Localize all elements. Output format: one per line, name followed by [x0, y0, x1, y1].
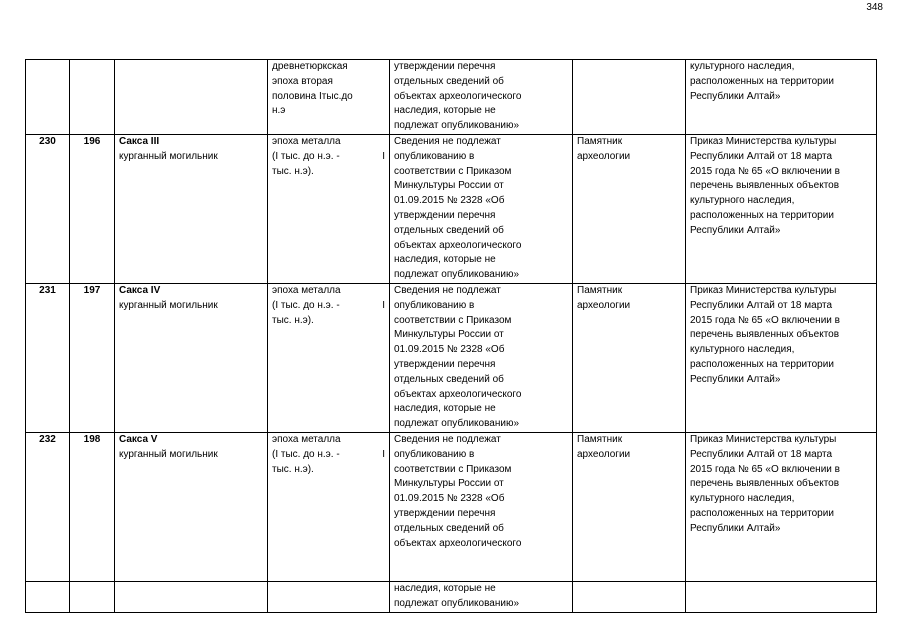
dating-line: (I тыс. до н.э. -: [272, 448, 340, 460]
info-line: отдельных сведений об: [394, 373, 504, 385]
dating-line: (I тыс. до н.э. -: [272, 150, 340, 162]
cell-name: [115, 283, 268, 432]
dating-line: тыс. н.э).: [272, 314, 314, 326]
info-line: наследия, которые не: [394, 105, 496, 117]
dating-line: эпоха металла: [272, 284, 341, 296]
dating-line-right: I: [382, 150, 385, 162]
info-line: соответствии с Приказом: [394, 165, 512, 177]
doc-line: культурного наследия,: [690, 344, 795, 356]
cell-dating: [268, 60, 390, 135]
cell-document: [686, 581, 877, 612]
object-type: курганный могильник: [119, 448, 218, 460]
info-line: Минкультуры России от: [394, 180, 504, 192]
object-name: Сакса III: [119, 135, 160, 147]
cell-document: [686, 283, 877, 432]
cell-row-number: [26, 581, 70, 612]
info-line: Сведения не подлежат: [394, 284, 501, 296]
info-line: утверждении перечня: [394, 209, 496, 221]
info-line: наследия, которые не: [394, 403, 496, 415]
info-line: утверждении перечня: [394, 507, 496, 519]
dating-line: древнетюркская: [272, 61, 348, 72]
info-line: подлежат опубликованию»: [394, 269, 520, 281]
doc-line: культурного наследия,: [690, 195, 795, 207]
cell-name: [115, 581, 268, 612]
object-type: курганный могильник: [119, 299, 218, 311]
info-line: утверждении перечня: [394, 358, 496, 370]
info-line: Минкультуры России от: [394, 478, 504, 490]
heritage-registry-table: [25, 59, 877, 613]
dating-line-right: I: [382, 448, 385, 460]
doc-line: 2015 года № 65 «О включении в: [690, 463, 840, 475]
dating-line: эпоха вторая: [272, 75, 333, 87]
cell-category: [573, 581, 686, 612]
table-row: [26, 283, 877, 432]
info-line: подлежат опубликованию»: [394, 418, 520, 430]
cell-name: [115, 134, 268, 283]
info-line: опубликованию в: [394, 299, 475, 311]
category-line: Памятник: [577, 284, 623, 296]
info-line: объектах археологического: [394, 239, 522, 251]
cell-info: [390, 60, 573, 135]
doc-line: расположенных на территории: [690, 358, 834, 370]
dating-line: н.э: [272, 105, 286, 117]
cell-row-number: 232: [26, 432, 70, 581]
cell-dating: [268, 432, 390, 581]
dating-line: эпоха металла: [272, 433, 341, 445]
page-number: 348: [866, 2, 883, 13]
doc-line: культурного наследия,: [690, 61, 795, 72]
info-line: объектах археологического: [394, 388, 522, 400]
category-line: археологии: [577, 448, 631, 460]
cell-reg-number: 196: [70, 134, 115, 283]
doc-line: Приказ Министерства культуры: [690, 433, 837, 445]
cell-dating: [268, 283, 390, 432]
dating-line-split: [272, 299, 385, 314]
info-line: соответствии с Приказом: [394, 314, 512, 326]
cell-row-number: 231: [26, 283, 70, 432]
cell-document: [686, 134, 877, 283]
info-line: наследия, которые не: [394, 254, 496, 266]
info-line: отдельных сведений об: [394, 224, 504, 236]
cell-reg-number: 198: [70, 432, 115, 581]
dating-line-split: [272, 150, 385, 165]
info-line: Сведения не подлежат: [394, 135, 501, 147]
info-line: отдельных сведений об: [394, 522, 504, 534]
cell-category: [573, 283, 686, 432]
cell-category: [573, 60, 686, 135]
table-row: [26, 432, 877, 581]
cell-row-number: 230: [26, 134, 70, 283]
doc-line: Республики Алтай»: [690, 224, 781, 236]
object-name: Сакса V: [119, 433, 158, 445]
cell-info: [390, 134, 573, 283]
cell-name: [115, 60, 268, 135]
info-line: утверждении перечня: [394, 61, 496, 72]
doc-line: расположенных на территории: [690, 209, 834, 221]
table-row-continuation-top: [26, 60, 877, 135]
doc-line: перечень выявленных объектов: [690, 478, 840, 490]
cell-reg-number: [70, 60, 115, 135]
category-line: археологии: [577, 299, 631, 311]
object-name: Сакса IV: [119, 284, 161, 296]
doc-line: 2015 года № 65 «О включении в: [690, 165, 840, 177]
info-line: отдельных сведений об: [394, 75, 504, 87]
info-line: опубликованию в: [394, 448, 475, 460]
cell-document: [686, 432, 877, 581]
doc-line: перечень выявленных объектов: [690, 180, 840, 192]
cell-dating: [268, 134, 390, 283]
info-line: 01.09.2015 № 2328 «Об: [394, 195, 505, 207]
info-line: 01.09.2015 № 2328 «Об: [394, 493, 505, 505]
cell-reg-number: [70, 581, 115, 612]
info-line: подлежат опубликованию»: [394, 597, 520, 609]
doc-line: культурного наследия,: [690, 493, 795, 505]
dating-line: половина Iтыс.до: [272, 90, 353, 102]
category-line: археологии: [577, 150, 631, 162]
info-line: объектах археологического: [394, 537, 522, 549]
cell-info: [390, 283, 573, 432]
doc-line: Республики Алтай от 18 марта: [690, 150, 833, 162]
dating-line: тыс. н.э).: [272, 463, 314, 475]
doc-line: расположенных на территории: [690, 75, 834, 87]
doc-line: Приказ Министерства культуры: [690, 284, 837, 296]
doc-line: Республики Алтай»: [690, 522, 781, 534]
object-type: курганный могильник: [119, 150, 218, 162]
cell-name: [115, 432, 268, 581]
doc-line: Приказ Министерства культуры: [690, 135, 837, 147]
info-line: 01.09.2015 № 2328 «Об: [394, 344, 505, 356]
info-line: объектах археологического: [394, 90, 522, 102]
cell-category: [573, 432, 686, 581]
info-line: Сведения не подлежат: [394, 433, 501, 445]
dating-line-split: [272, 448, 385, 463]
info-line: подлежат опубликованию»: [394, 120, 520, 132]
info-line: опубликованию в: [394, 150, 475, 162]
dating-line: (I тыс. до н.э. -: [272, 299, 340, 311]
table-row: [26, 134, 877, 283]
table-row-continuation-bottom: [26, 581, 877, 612]
cell-dating: [268, 581, 390, 612]
doc-line: Республики Алтай»: [690, 90, 781, 102]
dating-line-right: I: [382, 299, 385, 311]
cell-info: [390, 432, 573, 581]
cell-row-number: [26, 60, 70, 135]
dating-line: тыс. н.э).: [272, 165, 314, 177]
info-line: Минкультуры России от: [394, 329, 504, 341]
info-line: соответствии с Приказом: [394, 463, 512, 475]
dating-line: эпоха металла: [272, 135, 341, 147]
cell-document: [686, 60, 877, 135]
category-line: Памятник: [577, 135, 623, 147]
cell-info: [390, 581, 573, 612]
doc-line: расположенных на территории: [690, 507, 834, 519]
category-line: Памятник: [577, 433, 623, 445]
doc-line: Республики Алтай»: [690, 373, 781, 385]
cell-category: [573, 134, 686, 283]
doc-line: Республики Алтай от 18 марта: [690, 299, 833, 311]
doc-line: Республики Алтай от 18 марта: [690, 448, 833, 460]
info-line: наследия, которые не: [394, 582, 496, 594]
doc-line: перечень выявленных объектов: [690, 329, 840, 341]
doc-line: 2015 года № 65 «О включении в: [690, 314, 840, 326]
cell-reg-number: 197: [70, 283, 115, 432]
